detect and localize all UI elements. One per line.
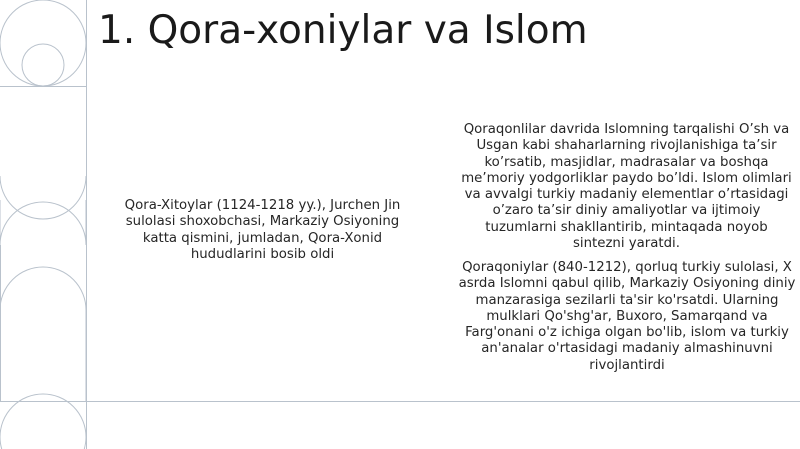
slide-title: 1. Qora-xoniylar va Islom [98, 8, 588, 53]
left-text-block: Qora-Xitoylar (1124-1218 yy.), Jurchen Jin sulolasi shoxobchasi, Markaziy Osiyoning katta qismini, jumladan, Qora-Xonid hududlarini bosib oldi [124, 198, 401, 262]
right-text-block-1: Qoraqonlilar davrida Islomning tarqalishi O’sh va Usgan kabi shaharlarning rivojlanishiga ta’sir ko’rsatib, masjidlar, madrasalar va boshqa me’moriy yodgorliklar paydo bo’ldi. Islom olimlari va avvalgi turkiy madaniy elementlar o’rtasidagi o’zaro ta’sir diniy amaliyotlar va ijtimoiy tuzumlarni shakllantirib, mintaqada noyob sintezni yaratdi. [461, 122, 792, 252]
decor-arch-lower [0, 267, 86, 401]
right-text-block-2: Qoraqoniylar (840-1212), qorluq turkiy sulolasi, X asrda Islomni qabul qilib, Markaziy Osiyoning diniy manzarasiga sezilarli ta'sir ko'rsatdi. Ularning mulklari Qo'shg'ar, Buxoro, Samarqand va Farg'onani o'z ichiga olgan bo'lib, islom va turkiy an'analar o'rtasidagi madaniy almashinuvni rivojlantirdi [458, 260, 796, 373]
decor-circle-small [22, 44, 64, 86]
decor-arch-upper [0, 176, 86, 219]
decor-circle-bottom [0, 394, 86, 449]
decor-circle-large [0, 0, 86, 86]
